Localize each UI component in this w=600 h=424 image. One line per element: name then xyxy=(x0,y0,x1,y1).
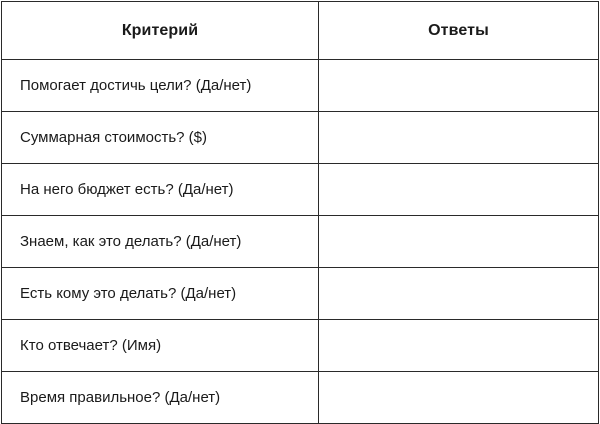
table-row xyxy=(2,60,599,112)
answer-cell xyxy=(319,112,599,164)
criteria-table xyxy=(1,1,599,424)
table-row xyxy=(2,268,599,320)
criterion-cell: На него бюджет есть? (Да/нет) xyxy=(2,164,319,216)
criterion-cell: Знаем, как это делать? (Да/нет) xyxy=(2,216,319,268)
criterion-cell: Суммарная стоимость? ($) xyxy=(2,112,319,164)
answer-cell xyxy=(319,164,599,216)
answer-cell xyxy=(319,268,599,320)
answer-cell xyxy=(319,60,599,112)
criterion-cell: Кто отвечает? (Имя) xyxy=(2,320,319,372)
answer-cell xyxy=(319,216,599,268)
table-row xyxy=(2,112,599,164)
table-row xyxy=(2,320,599,372)
criterion-cell: Есть кому это делать? (Да/нет) xyxy=(2,268,319,320)
table-body xyxy=(2,60,599,424)
header-answers: Ответы xyxy=(319,2,599,60)
header-criterion: Критерий xyxy=(2,2,319,60)
table-header xyxy=(2,2,599,60)
criterion-cell: Время правильное? (Да/нет) xyxy=(2,372,319,424)
criterion-cell: Помогает достичь цели? (Да/нет) xyxy=(2,60,319,112)
answer-cell xyxy=(319,320,599,372)
table-row xyxy=(2,216,599,268)
table-row xyxy=(2,164,599,216)
header-row xyxy=(2,2,599,60)
